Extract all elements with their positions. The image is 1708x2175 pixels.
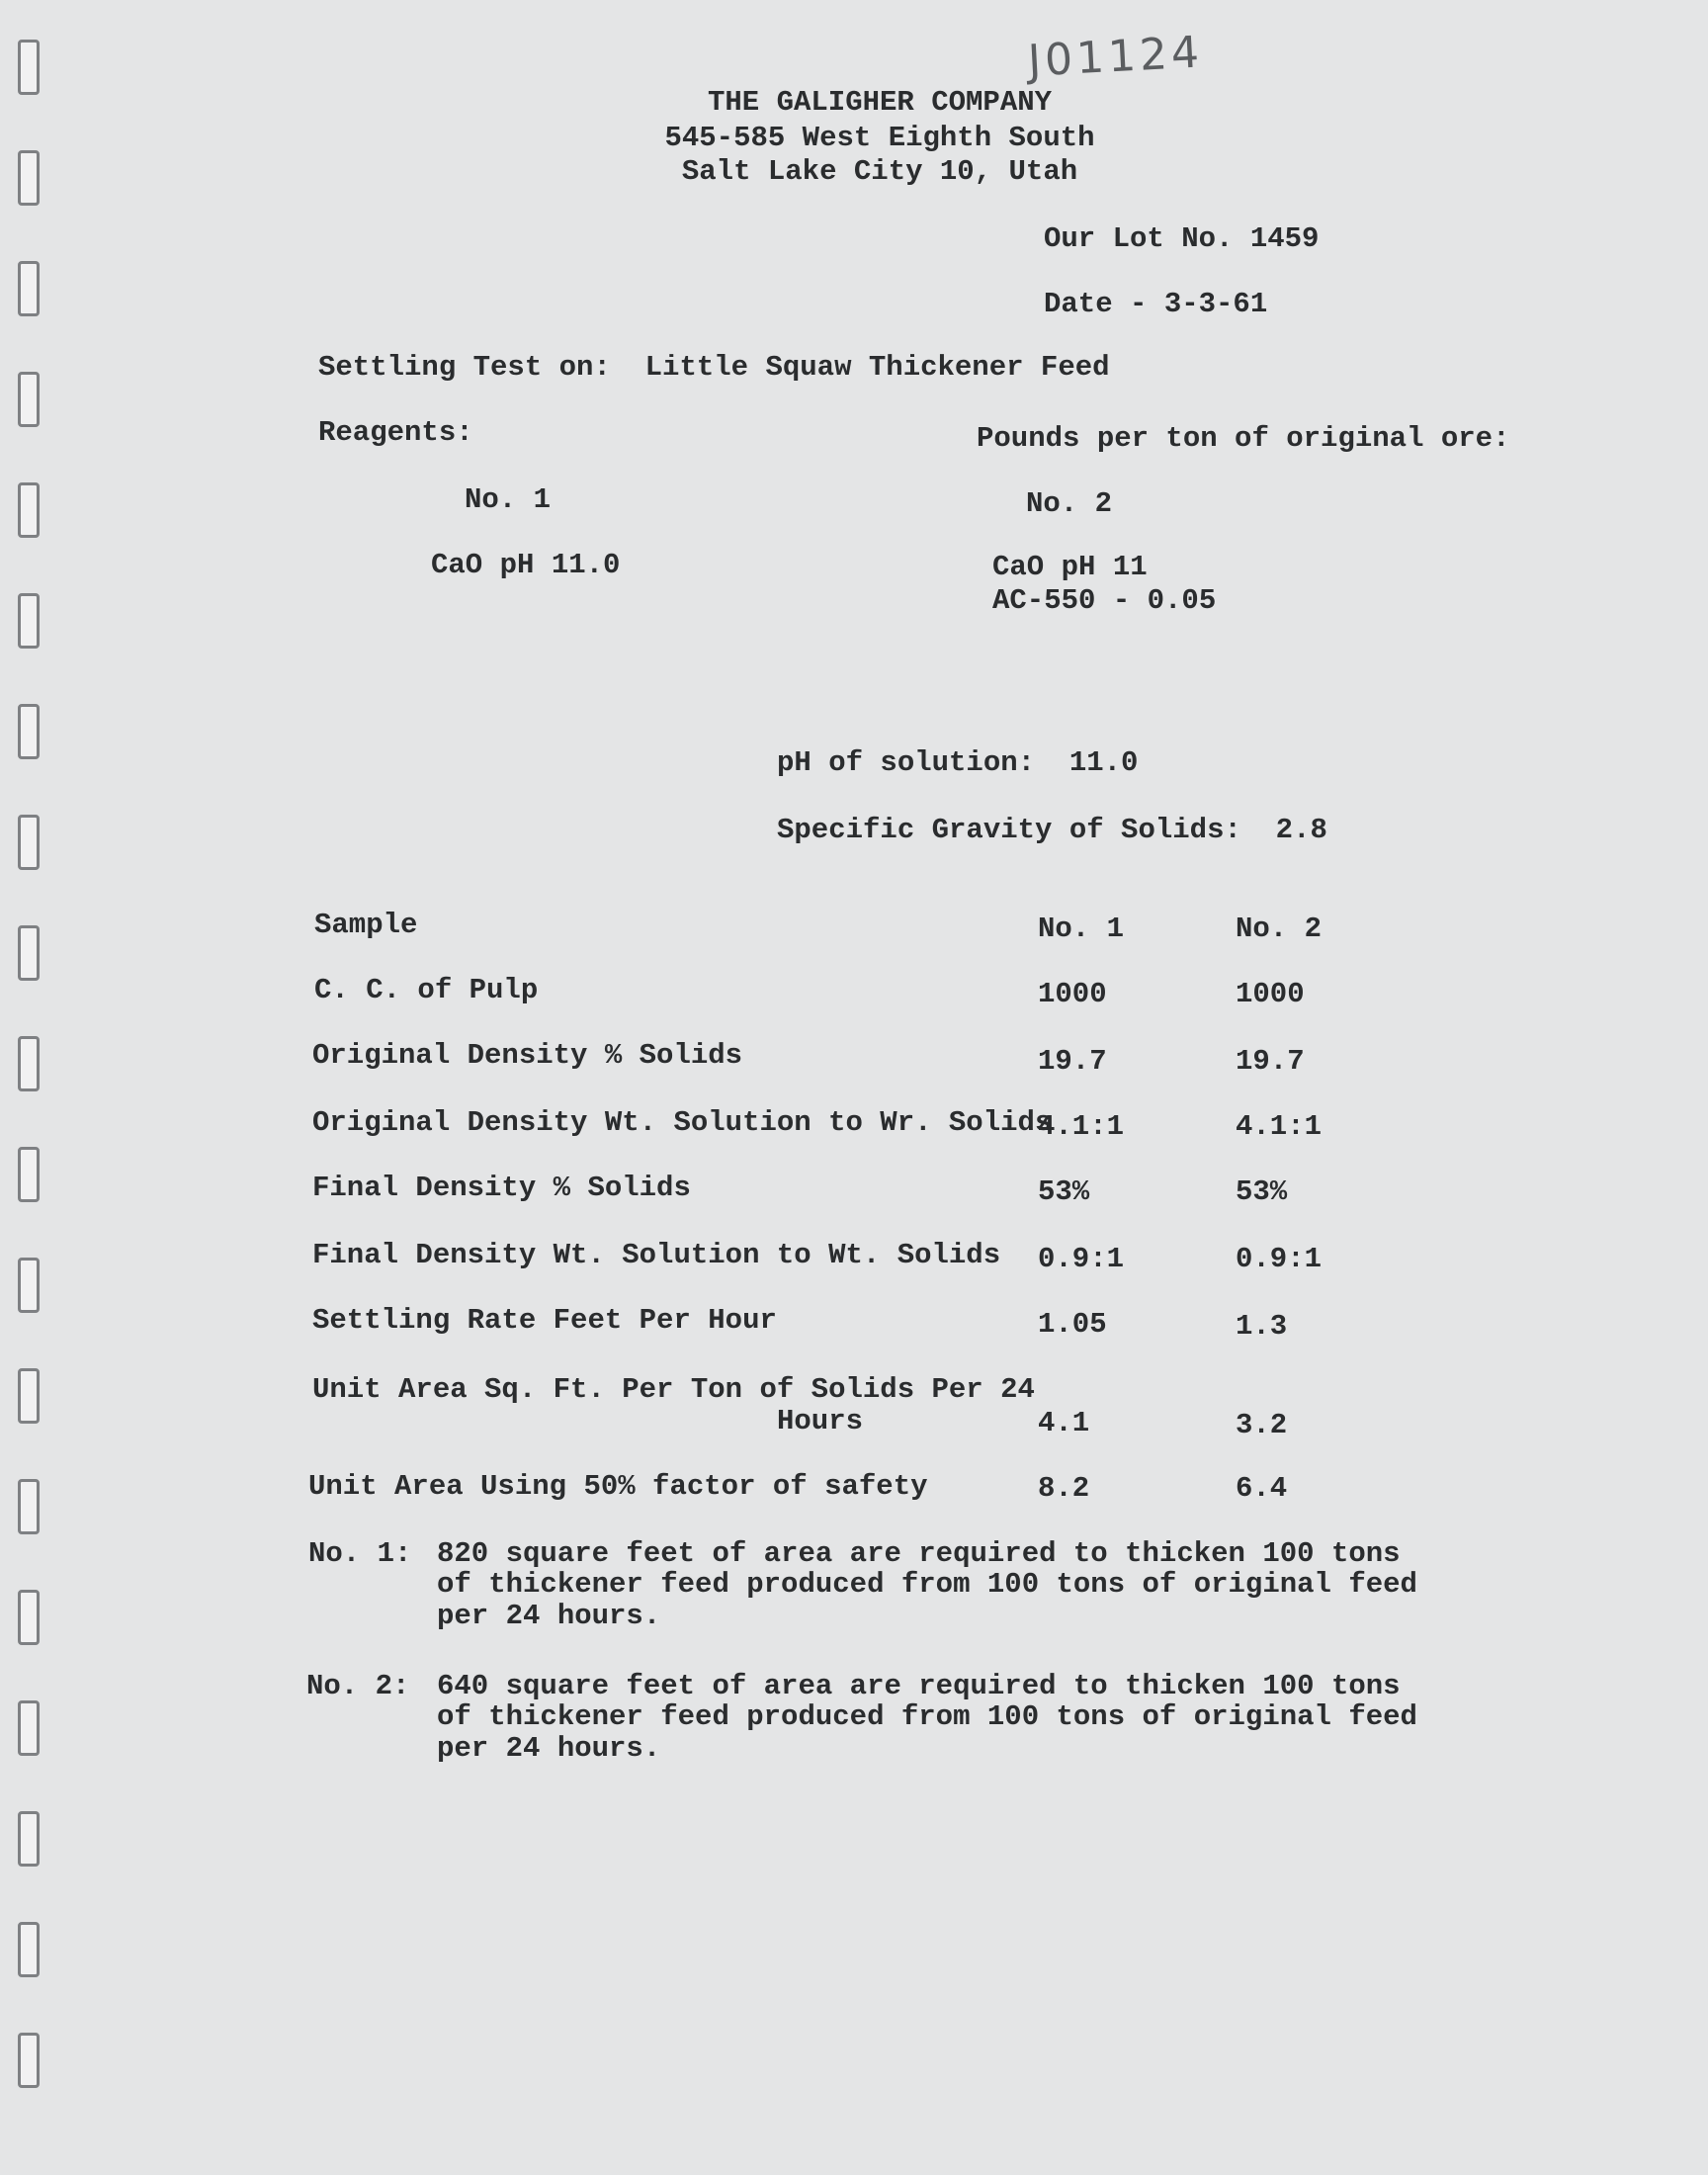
binder-hole (18, 261, 40, 316)
binder-hole (18, 704, 40, 759)
note-text (437, 1538, 1417, 1631)
binder-hole (18, 1258, 40, 1313)
table-row-value-no2: 6.4 (1236, 1472, 1288, 1505)
note-line: per 24 hours. (437, 1599, 661, 1632)
table-row-value-no1: 4.1 (1038, 1407, 1090, 1439)
note-label: No. 2: (306, 1670, 410, 1702)
binder-hole (18, 40, 40, 95)
binder-hole (18, 925, 40, 981)
specific-gravity: Specific Gravity of Solids: 2.8 (777, 814, 1327, 846)
binder-holes (18, 40, 47, 2155)
binder-hole (18, 815, 40, 870)
table-row-value-no2: 53% (1236, 1175, 1288, 1208)
report-date: Date - 3-3-61 (1044, 288, 1268, 320)
note-line: of thickener feed produced from 100 tons of original feed (437, 1700, 1417, 1734)
table-row-value-no2: 1.3 (1236, 1310, 1288, 1343)
table-row-value-no1: 53% (1038, 1175, 1090, 1208)
ph-of-solution: pH of solution: 11.0 (777, 746, 1139, 779)
binder-hole (18, 1700, 40, 1756)
reagent-no2-label: No. 2 (1026, 487, 1113, 520)
note-label: No. 1: (308, 1537, 412, 1570)
settling-test-subject: Settling Test on: Little Squaw Thickener Feed (318, 351, 1110, 384)
table-header-sample: Sample (314, 909, 418, 941)
reagent-no1-line1: CaO pH 11.0 (431, 549, 621, 581)
table-row-label: Original Density Wt. Solution to Wr. Solids (312, 1106, 1053, 1139)
table-row-label: C. C. of Pulp (314, 974, 539, 1006)
table-row-value-no2: 1000 (1236, 978, 1305, 1010)
binder-hole (18, 1036, 40, 1091)
binder-hole (18, 482, 40, 538)
note-line: per 24 hours. (437, 1731, 661, 1765)
binder-hole (18, 1811, 40, 1867)
lot-number: Our Lot No. 1459 (1044, 222, 1320, 255)
table-row-value-no1: 1000 (1038, 978, 1107, 1010)
pounds-per-ton-label: Pounds per ton of original ore: (977, 422, 1510, 455)
handwritten-document-number: J01124 (1026, 27, 1205, 87)
table-header-col1: No. 1 (1038, 913, 1125, 945)
table-row-value-no2: 19.7 (1236, 1045, 1305, 1078)
binder-hole (18, 372, 40, 427)
reagent-no1-label: No. 1 (465, 483, 552, 516)
binder-hole (18, 1590, 40, 1645)
note-text (437, 1671, 1417, 1764)
reagent-no2-line1: CaO pH 11 (992, 551, 1148, 583)
note-line: 820 square feet of area are required to thicken 100 tons (437, 1537, 1401, 1570)
table-header-col2: No. 2 (1236, 913, 1323, 945)
table-row-value-no2: 4.1:1 (1236, 1110, 1323, 1143)
reagent-no2-line2: AC-550 - 0.05 (992, 584, 1217, 617)
company-address: 545-585 West Eighth South (664, 122, 1095, 154)
binder-hole (18, 593, 40, 649)
table-row-label: Final Density % Solids (312, 1172, 691, 1204)
table-row-label: Final Density Wt. Solution to Wt. Solids (312, 1239, 1001, 1271)
table-row-label: Original Density % Solids (312, 1039, 743, 1072)
table-row-label: Settling Rate Feet Per Hour (312, 1304, 777, 1337)
binder-hole (18, 2033, 40, 2088)
table-row-label: Unit Area Using 50% factor of safety (308, 1470, 928, 1503)
table-row-value-no1: 8.2 (1038, 1472, 1090, 1505)
company-city: Salt Lake City 10, Utah (681, 155, 1078, 188)
company-name: THE GALIGHER COMPANY (707, 86, 1053, 119)
note-line: 640 square feet of area are required to thicken 100 tons (437, 1670, 1401, 1702)
table-row-label: Unit Area Sq. Ft. Per Ton of Solids Per 24 (312, 1373, 1035, 1406)
binder-hole (18, 150, 40, 206)
table-row-value-no2: 0.9:1 (1236, 1243, 1323, 1275)
table-row-label-continued: Hours (777, 1405, 864, 1437)
table-row-value-no1: 0.9:1 (1038, 1243, 1125, 1275)
table-row-value-no2: 3.2 (1236, 1409, 1288, 1441)
binder-hole (18, 1922, 40, 1977)
binder-hole (18, 1368, 40, 1424)
reagents-label: Reagents: (318, 416, 473, 449)
binder-hole (18, 1147, 40, 1202)
table-row-value-no1: 1.05 (1038, 1308, 1107, 1341)
table-row-value-no1: 19.7 (1038, 1045, 1107, 1078)
table-row-value-no1: 4.1:1 (1038, 1110, 1125, 1143)
note-line: of thickener feed produced from 100 tons of original feed (437, 1568, 1417, 1602)
binder-hole (18, 1479, 40, 1534)
